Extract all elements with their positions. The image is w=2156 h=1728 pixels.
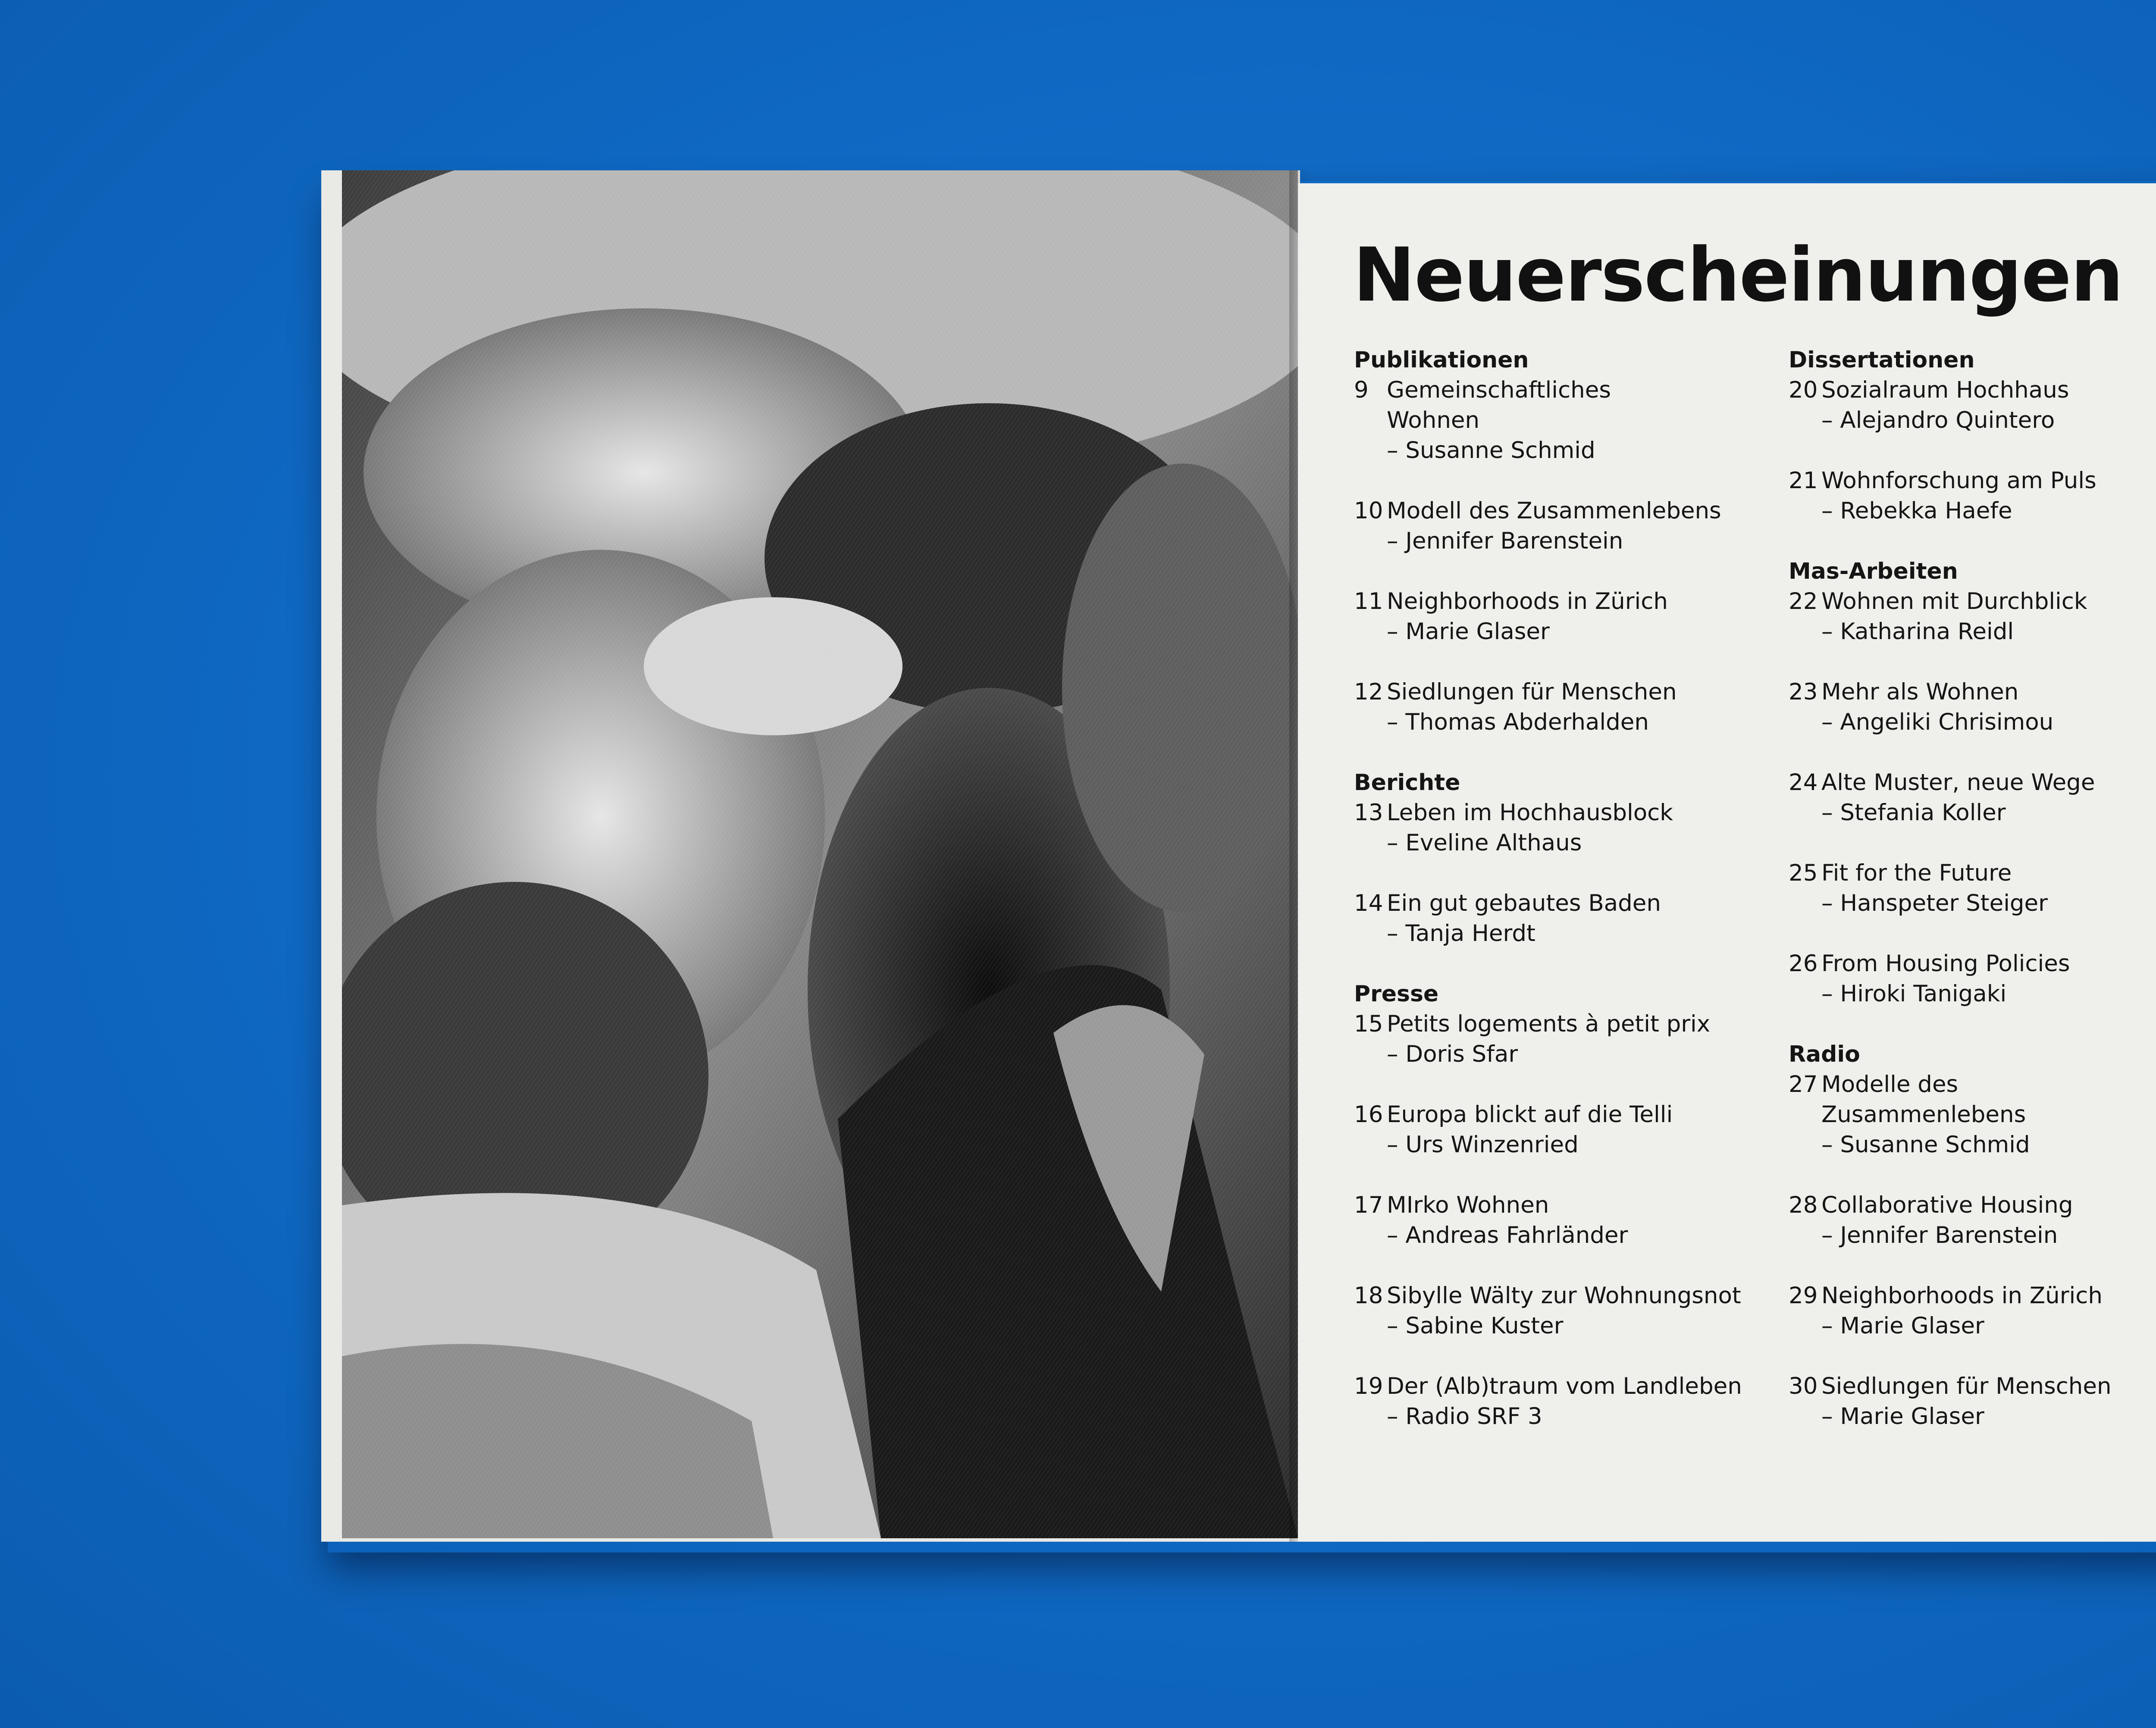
- entry-number: 14: [1354, 890, 1383, 916]
- list-item: [1789, 1371, 2156, 1432]
- entry-number: 21: [1789, 467, 1818, 494]
- list-item: [1789, 677, 2156, 737]
- list-item: [1789, 466, 2156, 526]
- entry-author: – Thomas Abderhalden: [1387, 709, 1649, 735]
- entry-number: 18: [1354, 1283, 1383, 1309]
- entry-title: Petits logements à petit prix: [1387, 1011, 1711, 1037]
- section-heading: Berichte: [1354, 770, 1460, 796]
- entry-author: – Marie Glaser: [1821, 1403, 1984, 1430]
- entry-title: Wohnen mit Durchblick: [1821, 588, 2087, 615]
- entry-title: From Housing Policies: [1821, 950, 2070, 977]
- entry-title: Siedlungen für Menschen: [1387, 679, 1677, 705]
- entry-author: – Angeliki Chrisimou: [1821, 709, 2054, 735]
- entry-title: Wohnforschung am Puls: [1821, 467, 2096, 494]
- entry-number: 17: [1354, 1192, 1383, 1218]
- column-left: [1354, 345, 1785, 1462]
- list-item: [1354, 1281, 1785, 1341]
- section-heading: Presse: [1354, 981, 1439, 1007]
- entry-author: – Radio SRF 3: [1387, 1403, 1542, 1430]
- entry-title: Modelle des: [1821, 1071, 1959, 1098]
- entry-number: 12: [1354, 679, 1383, 705]
- entry-author: – Katharina Reidl: [1821, 618, 2014, 645]
- entry-title-line2: Wohnen: [1387, 407, 1480, 433]
- entry-title: Modell des Zusammenlebens: [1387, 498, 1721, 524]
- entry-number: 19: [1354, 1373, 1383, 1399]
- entry-title: Europa blickt auf die Telli: [1387, 1101, 1673, 1128]
- entry-title: Sibylle Wälty zur Wohnungsnot: [1387, 1283, 1741, 1309]
- entry-author: – Jennifer Barenstein: [1821, 1222, 2058, 1248]
- list-item: [1354, 586, 1785, 647]
- section-heading: Mas-Arbeiten: [1789, 558, 1958, 584]
- entry-number: 28: [1789, 1192, 1818, 1218]
- list-item: [1354, 1009, 1785, 1069]
- entry-title: Ein gut gebautes Baden: [1387, 890, 1661, 916]
- entry-title: Fit for the Future: [1821, 860, 2012, 886]
- list-item: [1354, 1190, 1785, 1251]
- entry-number: 16: [1354, 1101, 1383, 1128]
- entry-author: – Marie Glaser: [1821, 1313, 1984, 1339]
- entry-number: 29: [1789, 1283, 1818, 1309]
- entry-number: 11: [1354, 588, 1383, 615]
- fabric-photo: [342, 170, 1298, 1538]
- list-item: [1789, 768, 2156, 828]
- entry-title: Mehr als Wohnen: [1821, 679, 2019, 705]
- list-item: [1354, 1371, 1785, 1432]
- page-title: Neuerscheinungen: [1353, 232, 2123, 318]
- entry-author: – Urs Winzenried: [1387, 1132, 1579, 1158]
- entry-number: 13: [1354, 800, 1383, 826]
- entry-title: MIrko Wohnen: [1387, 1192, 1549, 1218]
- entry-number: 20: [1789, 377, 1818, 403]
- list-item: [1789, 1281, 2156, 1341]
- list-item: [1354, 888, 1785, 949]
- list-item: [1354, 375, 1785, 466]
- entry-author: – Andreas Fahrländer: [1387, 1222, 1628, 1248]
- entry-number: 9: [1354, 377, 1369, 403]
- entry-author: – Tanja Herdt: [1387, 920, 1536, 947]
- section-heading: Radio: [1789, 1041, 1860, 1067]
- list-item: [1789, 949, 2156, 1009]
- entry-number: 26: [1789, 950, 1818, 977]
- entry-number: 27: [1789, 1071, 1818, 1098]
- list-item: [1354, 1100, 1785, 1160]
- list-item: [1354, 798, 1785, 858]
- entry-author: – Sabine Kuster: [1387, 1313, 1564, 1339]
- entry-author: – Rebekka Haefe: [1821, 498, 2012, 524]
- entry-title: Siedlungen für Menschen: [1821, 1373, 2112, 1399]
- entry-number: 23: [1789, 679, 1818, 705]
- entry-title: Sozialraum Hochhaus: [1821, 377, 2069, 403]
- section-heading: Dissertationen: [1789, 347, 1975, 373]
- section-heading: Publikationen: [1354, 347, 1529, 373]
- entry-number: 24: [1789, 769, 1818, 796]
- list-item: [1354, 496, 1785, 556]
- entry-author: – Stefania Koller: [1821, 800, 2006, 826]
- entry-number: 25: [1789, 860, 1818, 886]
- entry-author: – Jennifer Barenstein: [1387, 528, 1623, 554]
- entry-author: – Susanne Schmid: [1821, 1132, 2030, 1158]
- list-item: [1789, 1069, 2156, 1160]
- list-item: [1789, 1190, 2156, 1251]
- entry-number: 30: [1789, 1373, 1818, 1399]
- entry-author: – Alejandro Quintero: [1821, 407, 2055, 433]
- list-item: [1789, 375, 2156, 436]
- entry-title-line2: Zusammenlebens: [1821, 1101, 2026, 1128]
- list-item: [1789, 586, 2156, 647]
- entry-title: Neighborhoods in Zürich: [1387, 588, 1668, 615]
- entry-title: Der (Alb)traum vom Landleben: [1387, 1373, 1742, 1399]
- entry-number: 15: [1354, 1011, 1383, 1037]
- entry-title: Leben im Hochhausblock: [1387, 800, 1673, 826]
- list-item: [1789, 858, 2156, 919]
- entry-author: – Doris Sfar: [1387, 1041, 1518, 1067]
- entry-title: Gemeinschaftliches: [1387, 377, 1611, 403]
- entry-author: – Hanspeter Steiger: [1821, 890, 2048, 916]
- entry-title: Neighborhoods in Zürich: [1821, 1283, 2103, 1309]
- entry-author: – Hiroki Tanigaki: [1821, 981, 2007, 1007]
- entry-number: 22: [1789, 588, 1818, 615]
- entry-author: – Susanne Schmid: [1387, 437, 1595, 464]
- entry-number: 10: [1354, 498, 1383, 524]
- entry-title: Collaborative Housing: [1821, 1192, 2073, 1218]
- entry-author: – Eveline Althaus: [1387, 830, 1582, 856]
- entry-author: – Marie Glaser: [1387, 618, 1550, 645]
- column-right: [1789, 345, 2156, 1462]
- list-item: [1354, 677, 1785, 737]
- entry-title: Alte Muster, neue Wege: [1821, 769, 2095, 796]
